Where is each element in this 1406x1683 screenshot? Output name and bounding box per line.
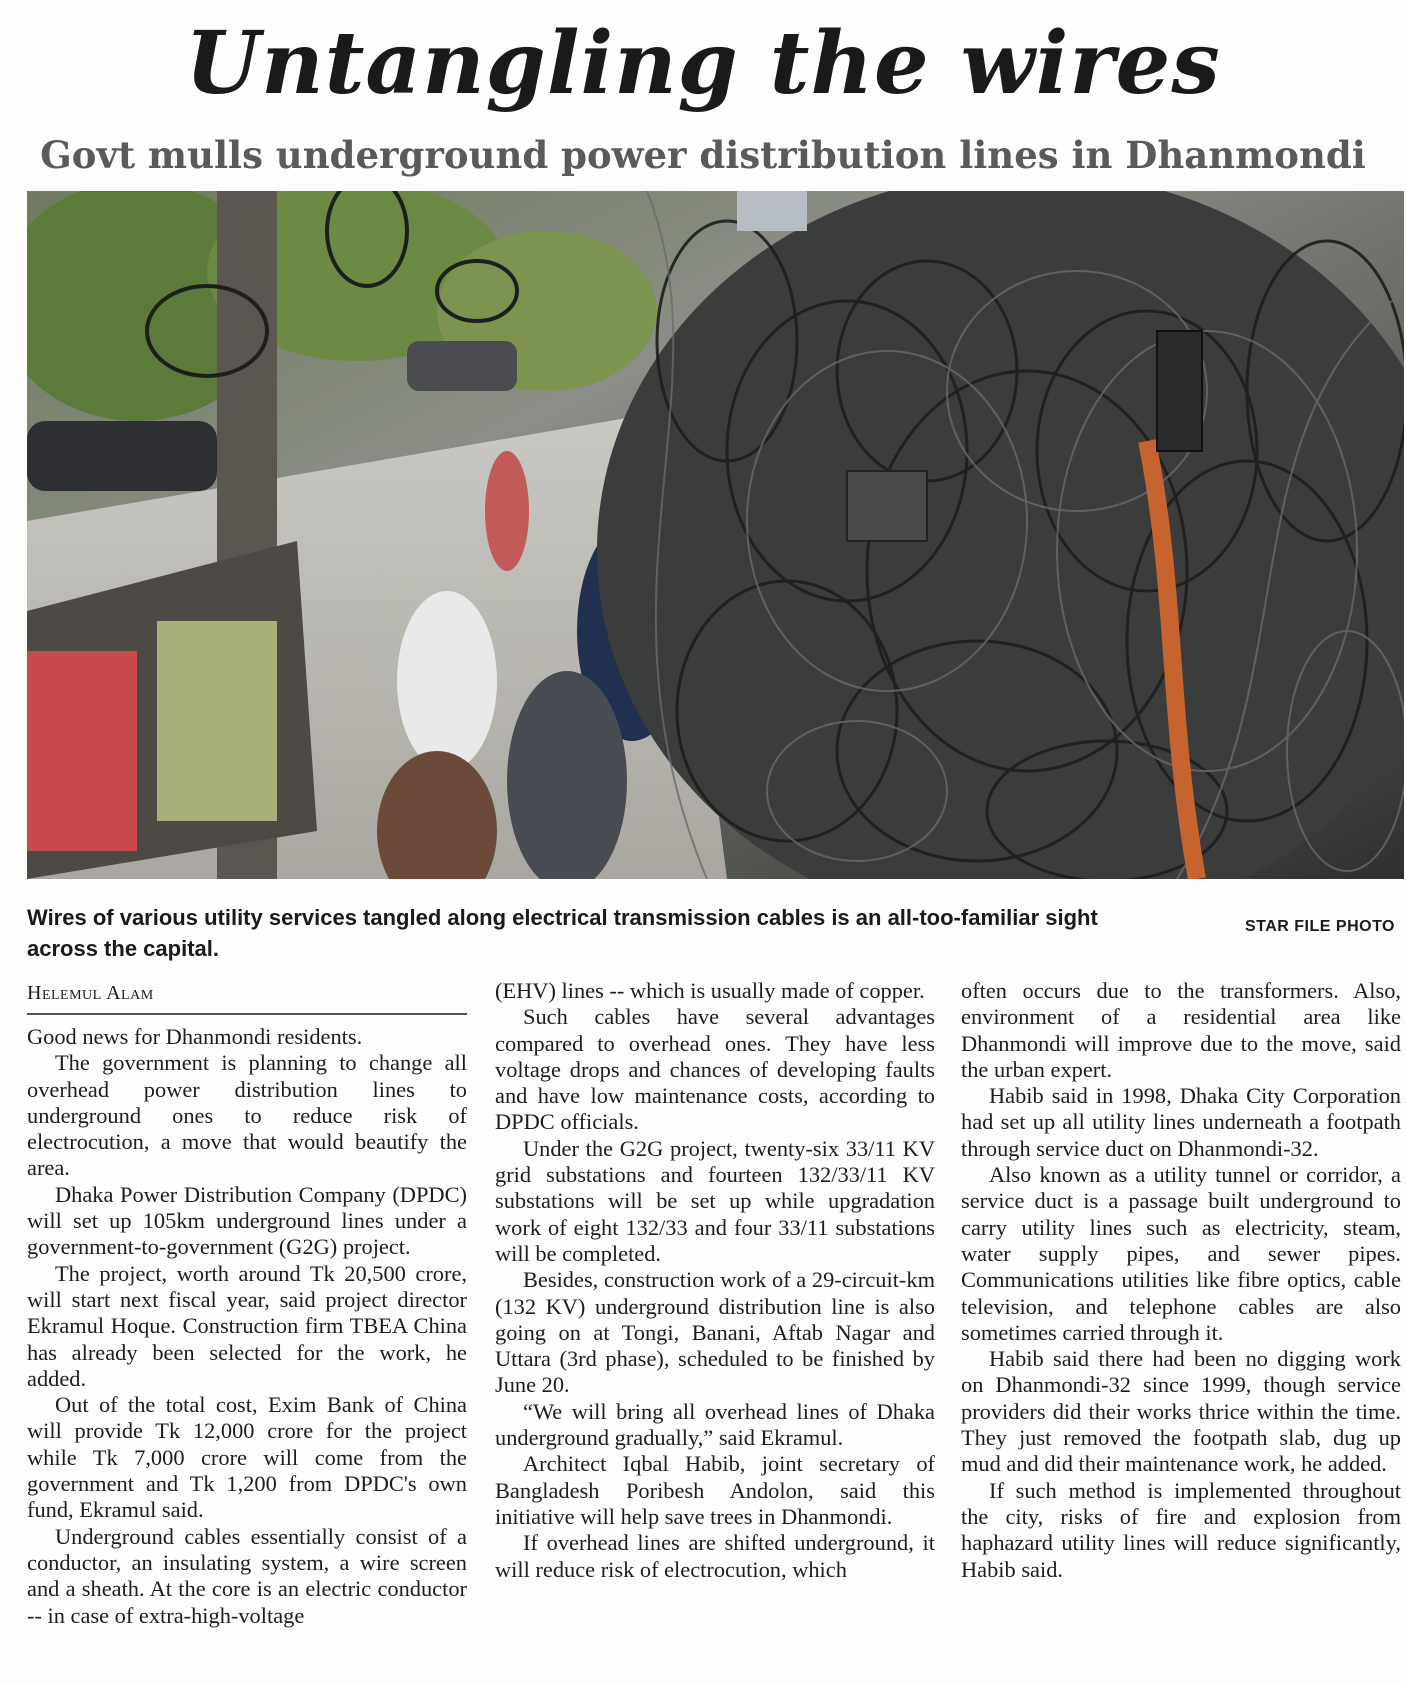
- paragraph: Dhaka Power Distribution Company (DPDC) will set up 105km underground lines under a government-to-government (G2G) project.: [27, 1181, 467, 1260]
- paragraph: If such method is implemented throughout the city, risks of fire and explosion from haphazard utility lines will reduce significantly, Habib said.: [961, 1477, 1401, 1582]
- paragraph: Out of the total cost, Exim Bank of China will provide Tk 12,000 crore for the project while Tk 7,000 crore will come from the government and Tk 1,200 from DPDC's own fund, Ekramul said.: [27, 1392, 467, 1523]
- headline: Untangling the wires: [185, 13, 1221, 114]
- paragraph: (EHV) lines -- which is usually made of copper.: [495, 978, 925, 1003]
- paragraph: Besides, construction work of a 29-circuit-km (132 KV) underground distribution line is also going on at Tongi, Banani, Aftab Nagar and Uttara (3rd phase), scheduled to be finished by June 20.: [495, 1267, 935, 1398]
- paragraph: The project, worth around Tk 20,500 crore, will start next fiscal year, said project director Ekramul Hoque. Construction firm TBEA China has already been selected for the work, he added.: [27, 1260, 467, 1391]
- subheadline: Govt mulls underground power distribution lines in Dhanmondi: [40, 133, 1366, 177]
- paragraph: Good news for Dhanmondi residents.: [27, 1024, 363, 1049]
- paragraph: Such cables have several advantages compared to overhead ones. They have less voltage drops and chances of developing faults and have low maintenance costs, according to DPDC officials.: [495, 1004, 935, 1135]
- paragraph: often occurs due to the transformers. Also, environment of a residential area like Dhanmondi will improve due to the move, said the urban expert.: [961, 978, 1401, 1082]
- paragraph: Also known as a utility tunnel or corridor, a service duct is a passage built underground to carry utility lines such as electricity, steam, water supply pipes, and sewer pipes. Communications utilities like fibre optics, cable television, and telephone cables are also sometimes carried through it.: [961, 1162, 1401, 1345]
- paragraph: Architect Iqbal Habib, joint secretary of Bangladesh Poribesh Andolon, said this initiative will help save trees in Dhanmondi.: [495, 1451, 935, 1529]
- photo-credit: STAR FILE PHOTO: [1244, 918, 1395, 935]
- paragraph: Underground cables essentially consist of a conductor, an insulating system, a wire screen and a sheath. At the core is an electric conductor -- in case of extra-high-voltage: [27, 1523, 467, 1628]
- paragraph: “We will bring all overhead lines of Dhaka underground gradually,” said Ekramul.: [495, 1398, 935, 1451]
- paragraph: Under the G2G project, twenty-six 33/11 KV grid substations and fourteen 132/33/11 KV substations will be set up while upgradation work of eight 132/33 and four 33/11 substations will be completed.: [495, 1135, 935, 1266]
- article-column-3: [961, 978, 1401, 1583]
- paragraph: Habib said in 1998, Dhaka City Corporation had set up all utility lines underneath a footpath through service duct on Dhanmondi-32.: [961, 1083, 1401, 1161]
- news-photo: [27, 191, 1404, 879]
- photo-caption: Wires of various utility services tangled along electrical transmission cables is an all-too-familiar sight across the capital.: [27, 905, 1098, 961]
- byline: Helemul Alam: [27, 980, 467, 1015]
- paragraph: The government is planning to change all overhead power distribution lines to underground ones to reduce risk of electrocution, a move that would beautify the area.: [27, 1050, 467, 1181]
- paragraph: Habib said there had been no digging work on Dhanmondi-32 since 1999, though service providers did their works thrice within the time. They just removed the footpath slab, dug up mud and did their maintenance work, he added.: [961, 1346, 1401, 1477]
- paragraph: If overhead lines are shifted underground, it will reduce risk of electrocution, which: [495, 1530, 935, 1582]
- article-column-2: [495, 978, 935, 1583]
- article-column-1: [27, 1024, 467, 1629]
